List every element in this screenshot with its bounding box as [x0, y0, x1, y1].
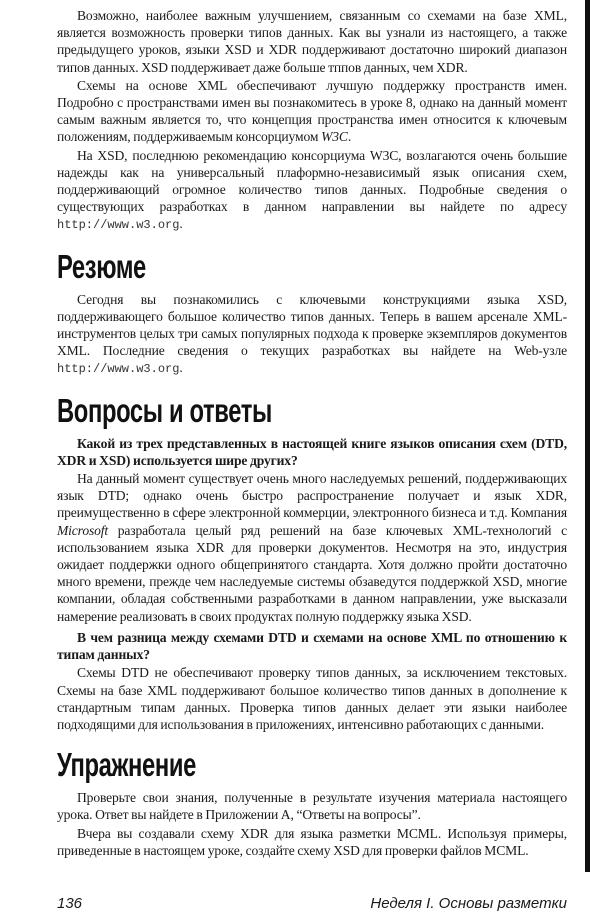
page-footer — [57, 895, 567, 913]
url-link[interactable]: http://www.w3.org — [57, 218, 180, 233]
paragraph-text: Сегодня вы познакомились с ключевыми конструкциями языка XSD, поддерживающего большое количество типов данных. Теперь в вашем арсенале XML-инструментов целых три самых популярных подхода к проверке экземпляров документов XML. Последние сведения о текущих разработках вы найдете на Web-узле — [57, 291, 567, 359]
punct: . — [347, 129, 352, 145]
paragraph-text: Схемы на основе XML обеспечивают лучшую поддержку пространств имен. Подробно с пространствами имен вы познакомитесь в уроке 8, однако на данный момент самым важным является то, что концепция пространства имен относится к ключевым положениям, поддерживаемым консорциумом — [57, 77, 567, 145]
page-content — [57, 0, 567, 913]
running-title: Неделя I. Основы разметки — [370, 894, 567, 912]
emphasis: W3C — [321, 129, 348, 145]
heading-exercise: Упражнение — [57, 746, 196, 784]
exercise-paragraph: Вчера вы создавали схему XDR для языка разметки MCML. Используя примеры, приведенные в настоящем уроке, создайте схему XSD для проверки файлов MCML. — [57, 825, 567, 858]
paragraph-text: разработала целый ряд решений на базе ключевых XML-технологий с использованием языка XDR для проверки документов. Несмотря на это, индустрия ожидает поддержки одного общепринятого стандарта. Хотя должно пройти достаточно много времени, прежде чем наследуемые системы обзаведутся поддержкой XSD, многие компании, обладая собственными разработками в данном направлении, уже высказали намерение реализовать в своих продуктах полную поддержку языка XSD. — [57, 522, 567, 624]
paragraph-text: На данный момент существует очень много наследуемых решений, поддерживающих язык DTD; однако очень быстро распространение получает и язык XDR, преимущественно в сфере электронной коммерции, электронного бизнеса и т.д. Компания — [57, 471, 567, 521]
heading-summary: Резюме — [57, 247, 146, 285]
summary-paragraph — [57, 291, 567, 379]
punct: . — [179, 360, 183, 376]
question-1: Какой из трех представленных в настоящей книге языков описания схем (DTD, XDR и XSD) используется шире других? — [57, 435, 567, 468]
punct: . — [179, 216, 183, 232]
exercise-paragraph: Проверьте свои знания, полученные в результате изучения материала настоящего урока. Ответ вы найдете в Приложении А, “Ответы на вопросы”. — [57, 790, 567, 823]
emphasis: Microsoft — [57, 522, 109, 538]
paragraph — [57, 77, 567, 146]
paragraph — [57, 147, 567, 235]
answer-1 — [57, 470, 567, 625]
page-number: 136 — [57, 894, 83, 912]
paragraph-text: На XSD, последнюю рекомендацию консорциума W3C, возлагаются очень большие надежды как на универсальный плаформно-независимый язык описания схем, поддерживающий огромное количество типов данных. Подробные сведения о существующих разработках в данном направлении вы найдете по адресу — [57, 147, 567, 215]
url-link[interactable]: http://www.w3.org — [57, 362, 180, 377]
heading-qa: Вопросы и ответы — [57, 391, 272, 429]
paragraph-text: Возможно, наиболее важным улучшением, связанным со схемами на базе XML, является возможность проверки типов данных. Как вы узнали из настоящего, а также предыдущего уроков, языки XSD и XDR поддерживают достаточно широкий диапазон типов данных. XSD поддерживает даже больше тппов данных, чем XDR. — [57, 8, 567, 75]
answer-2: Схемы DTD не обеспечивают проверку типов данных, за исключением текстовых. Схемы на базе XML поддерживают большое количество типов данных в дополнение к стандартным типам данных. Проверка типов данных делает эти языки наиболее подходящими для использования в приложениях, интенсивно работающих с данными. — [57, 665, 567, 732]
page-edge-bar — [585, 0, 590, 872]
paragraph — [57, 7, 567, 76]
question-2: В чем разница между схемами DTD и схемами на основе XML по отношению к типам данных? — [57, 629, 567, 663]
